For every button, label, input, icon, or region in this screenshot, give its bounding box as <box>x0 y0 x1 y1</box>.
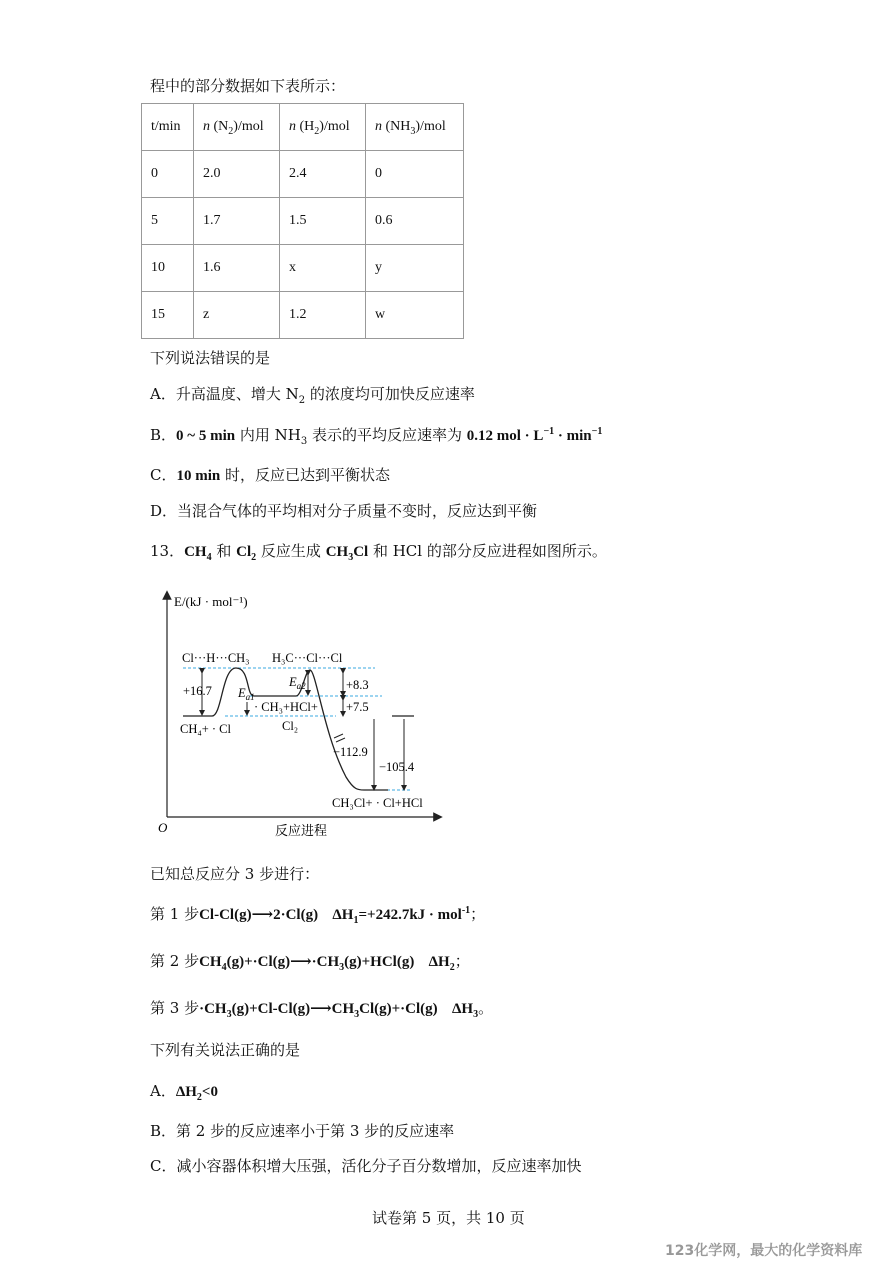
page-footer: 试卷第 5 页，共 10 页 <box>372 1209 525 1227</box>
ts1-label: Cl···H···CH₃ <box>182 651 250 665</box>
step-2: 第 2 步$CH_4(g)+\cdot Cl(g)⟶\cdot CH_3(g)+HCl(g)$ $\Delta H_2$； <box>150 952 470 973</box>
value-105-4: −105.4 <box>379 760 415 774</box>
value-7-5: +7.5 <box>346 700 369 714</box>
option-letter: C． <box>150 466 177 484</box>
table-cell: x <box>280 245 366 292</box>
value-16-7: +16.7 <box>183 684 212 698</box>
intermediate-cl2-label: Cl₂ <box>282 719 299 733</box>
table-cell: 0.6 <box>366 198 464 245</box>
ts2-label: H₃C···Cl···Cl <box>272 651 343 665</box>
option-d: D．当混合气体的平均相对分子质量不变时，反应达到平衡 <box>150 502 538 520</box>
option-c: C．10 min 时，反应已达到平衡状态 <box>150 466 391 484</box>
table-row <box>142 151 464 198</box>
table-header-row <box>142 104 464 151</box>
question-13-prompt: 下列有关说法正确的是 <box>150 1041 301 1059</box>
x-axis-label: 反应进程 <box>275 823 328 838</box>
intermediate-label: · CH₃+HCl+ <box>254 700 318 714</box>
table-cell: 2.0 <box>194 151 280 198</box>
table-cell: 1.7 <box>194 198 280 245</box>
table-header-cell: n $(NH_3)$/mol <box>366 104 464 151</box>
step-3: 第 3 步$\cdot CH_3(g)+Cl-Cl(g)⟶CH_3Cl(g)+\cdot Cl(g)$ $\Delta H_3$。 <box>150 999 494 1020</box>
option-letter: A． <box>150 1082 176 1100</box>
steps-intro: 已知总反应分 3 步进行： <box>150 865 320 883</box>
y-axis-label: E/(kJ · mol⁻¹) <box>174 594 248 609</box>
q13-option-c: C．减小容器体积增大压强，活化分子百分数增加，反应速率加快 <box>150 1157 582 1175</box>
option-letter: A． <box>150 385 176 403</box>
table-header-cell: t/min <box>142 104 194 151</box>
table-row <box>142 292 464 339</box>
table-header-cell: n $(H_2)$/mol <box>280 104 366 151</box>
value-8-3: +8.3 <box>346 678 369 692</box>
option-letter: B． <box>150 426 177 444</box>
table-cell: 0 <box>366 151 464 198</box>
table-cell: 1.5 <box>280 198 366 245</box>
table-row <box>142 245 464 292</box>
table-cell: 1.6 <box>194 245 280 292</box>
ea1-label: $E_{a1}$ <box>238 686 255 702</box>
table-cell: z <box>194 292 280 339</box>
ea2-label: $E_{a2}$ <box>289 675 306 691</box>
question-stem: 下列说法错误的是 <box>150 349 271 367</box>
table-cell: 1.2 <box>280 292 366 339</box>
option-a: A．升高温度、增大 $N_2$ 的浓度均可加快反应速率 <box>150 385 475 406</box>
origin-label: O <box>158 820 168 835</box>
energy-profile-diagram <box>150 585 450 845</box>
reactants-label: CH₄+ · Cl <box>180 722 231 736</box>
data-table <box>141 103 464 339</box>
option-letter: D． <box>150 502 178 520</box>
q13-option-a: A．$\Delta H_2<0$ <box>150 1082 218 1103</box>
table-cell: 15 <box>142 292 194 339</box>
step-1: 第 1 步Cl-Cl(g)⟶2·Cl(g) $\Delta H_1=+242.7kJ \cdot mol^{-1}$； <box>150 905 486 926</box>
q13-option-b: B．第 2 步的反应速率小于第 3 步的反应速率 <box>150 1122 455 1140</box>
table-row <box>142 198 464 245</box>
value-112-9: −112.9 <box>333 745 368 759</box>
table-cell: 2.4 <box>280 151 366 198</box>
table-cell: y <box>366 245 464 292</box>
question-13-stem: 13．$CH_4$ 和 $Cl_2$ 反应生成 $CH_3Cl$ 和 HCl 的部分反应进程如图所示。 <box>150 542 607 563</box>
table-cell: 0 <box>142 151 194 198</box>
table-cell: 5 <box>142 198 194 245</box>
table-cell: w <box>366 292 464 339</box>
intro-text: 程中的部分数据如下表所示： <box>150 77 346 95</box>
option-b: B．0 ~ 5 min 内用 $NH_3$ 表示的平均反应速率为 0.12 mol · $L^{-1} \cdot \min^{-1}$ <box>150 426 603 447</box>
table-header-cell: n $(N_2)$/mol <box>194 104 280 151</box>
axis-break-mark <box>334 734 345 742</box>
table-cell: 10 <box>142 245 194 292</box>
watermark: 123化学网，最大的化学资料库 <box>665 1243 863 1259</box>
products-label: CH₃Cl+ · Cl+HCl <box>332 796 423 810</box>
